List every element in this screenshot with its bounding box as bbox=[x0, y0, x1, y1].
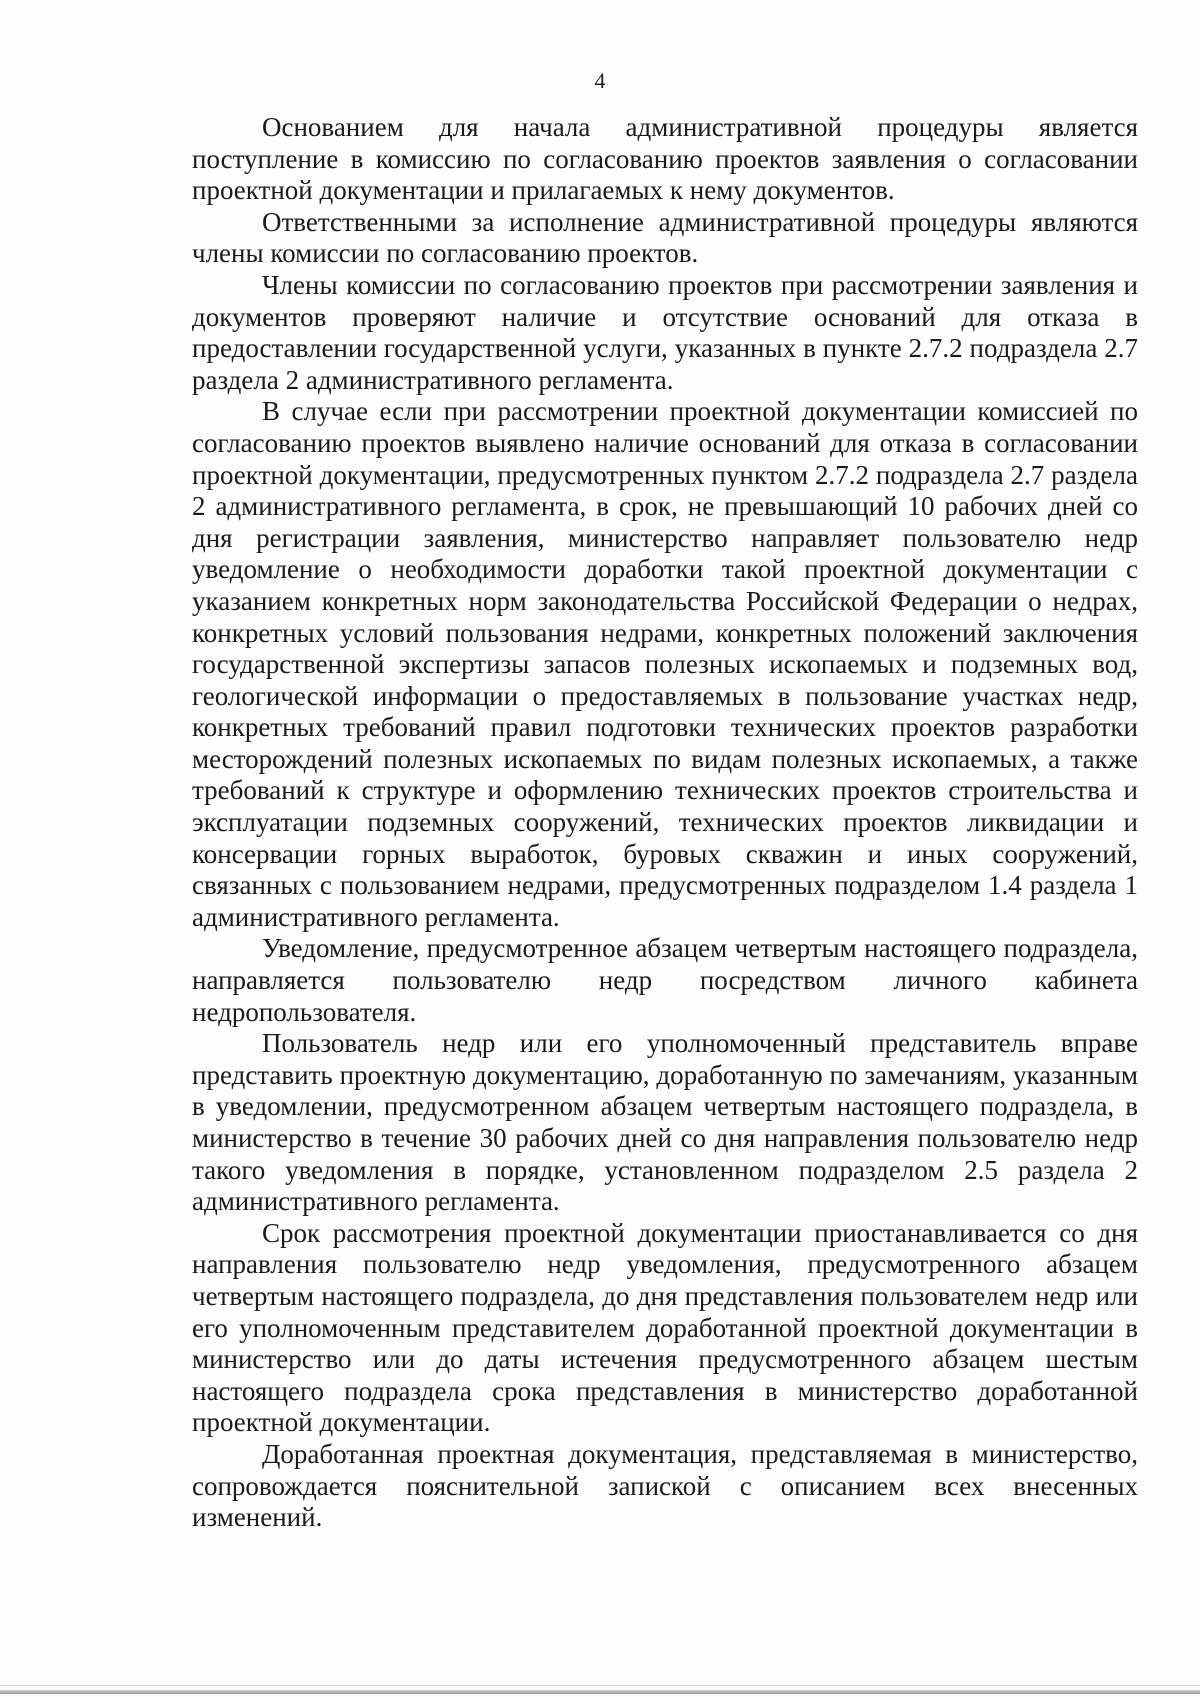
paragraph-explanatory-note: Доработанная проектная документация, представляемая в министерство, сопровождается пояснительной запиской с описанием всех внесенных изменений. bbox=[192, 1438, 1138, 1533]
paragraph-refusal-grounds: В случае если при рассмотрении проектной документации комиссией по согласованию проектов выявлено наличие оснований для отказа в согласовании проектной документации, предусмотренных пунктом 2.7.2 подраздела 2.7 раздела 2 административного регламента, в срок, не превышающий 10 рабочих дней со дня регистрации заявления, министерство направляет пользователю недр уведомление о необходимости доработки такой проектной документации с указанием конкретных норм законодательства Российской Федерации о недрах, конкретных условий пользования недрами, конкретных положений заключения государственной экспертизы запасов полезных ископаемых и подземных вод, геологической информации о предоставляемых в пользование участках недр, конкретных требований правил подготовки технических проектов разработки месторождений полезных ископаемых по видам полезных ископаемых, а также требований к структуре и оформлению технических проектов строительства и эксплуатации подземных сооружений, технических проектов ликвидации и консервации горных выработок, буровых скважин и иных сооружений, связанных с пользованием недрами, предусмотренных подразделом 1.4 раздела 1 административного регламента. bbox=[192, 396, 1138, 932]
paragraph-basis: Основанием для начала административной процедуры является поступление в комиссию по согласованию проектов заявления о согласовании проектной документации и прилагаемых к нему документов. bbox=[192, 112, 1138, 206]
paragraph-check: Члены комиссии по согласованию проектов при рассмотрении заявления и документов проверяют наличие и отсутствие оснований для отказа в предоставлении государственной услуги, указанных в пункте 2.7.2 подраздела 2.7 раздела 2 административного регламента. bbox=[192, 269, 1138, 395]
scan-bottom-edge bbox=[0, 1690, 1200, 1694]
paragraph-resubmission: Пользователь недр или его уполномоченный представитель вправе представить проектную документацию, доработанную по замечаниям, указанным в уведомлении, предусмотренном абзацем четвертым настоящего подраздела, в министерство в течение 30 рабочих дней со дня направления пользователю недр такого уведомления в порядке, установленном подразделом 2.5 раздела 2 административного регламента. bbox=[192, 1028, 1138, 1217]
scan-edge-line bbox=[0, 1685, 1200, 1686]
page-number: 4 bbox=[594, 68, 606, 93]
paragraph-notification: Уведомление, предусмотренное абзацем четвертым настоящего подраздела, направляется пользователю недр посредством личного кабинета недропользователя. bbox=[192, 933, 1138, 1027]
document-body bbox=[192, 112, 1138, 1534]
paragraph-responsible: Ответственными за исполнение административной процедуры являются члены комиссии по согласованию проектов. bbox=[192, 206, 1138, 269]
paragraph-suspension: Срок рассмотрения проектной документации приостанавливается со дня направления пользователю недр уведомления, предусмотренного абзацем четвертым настоящего подраздела, до дня представления пользователем недр или его уполномоченным представителем доработанной проектной документации в министерство или до даты истечения предусмотренного абзацем шестым настоящего подраздела срока представления в министерство доработанной проектной документации. bbox=[192, 1217, 1138, 1438]
